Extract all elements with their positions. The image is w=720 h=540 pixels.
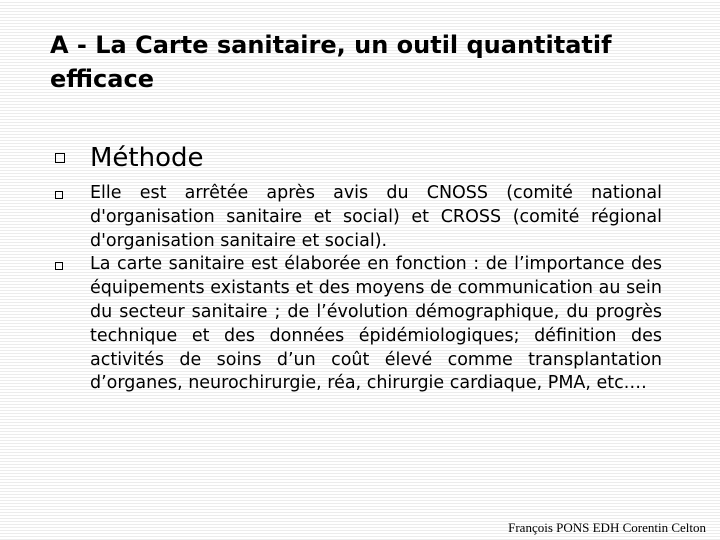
bullet-item-elaboration <box>50 253 662 396</box>
square-bullet-icon <box>55 262 63 270</box>
bullet-text: Elle est arrêtée après avis du CNOSS (comité national d'organisation sanitaire et social) et CROSS (comité régional d'organisation sanitaire et social). <box>90 183 662 251</box>
slide-title: A - La Carte sanitaire, un outil quantitatif efficace <box>50 31 612 93</box>
square-bullet-icon <box>55 153 65 163</box>
bullet-text: La carte sanitaire est élaborée en fonction : de l’importance des équipements existants et des moyens de communication au sein du secteur sanitaire ; de l’évolution démographique, du progrès technique et des données épidémiologiques; définition des activités de soins d’un coût élevé comme transplantation d’organes, neurochirurgie, réa, chirurgie cardiaque, PMA, etc.… <box>90 254 662 394</box>
bullet-item-methode <box>50 140 662 176</box>
bullet-item-arrete <box>50 182 662 253</box>
bullet-heading: Méthode <box>90 143 204 173</box>
square-bullet-icon <box>55 191 63 199</box>
footer-credit: François PONS EDH Corentin Celton <box>508 520 706 535</box>
bullet-list <box>50 140 662 396</box>
